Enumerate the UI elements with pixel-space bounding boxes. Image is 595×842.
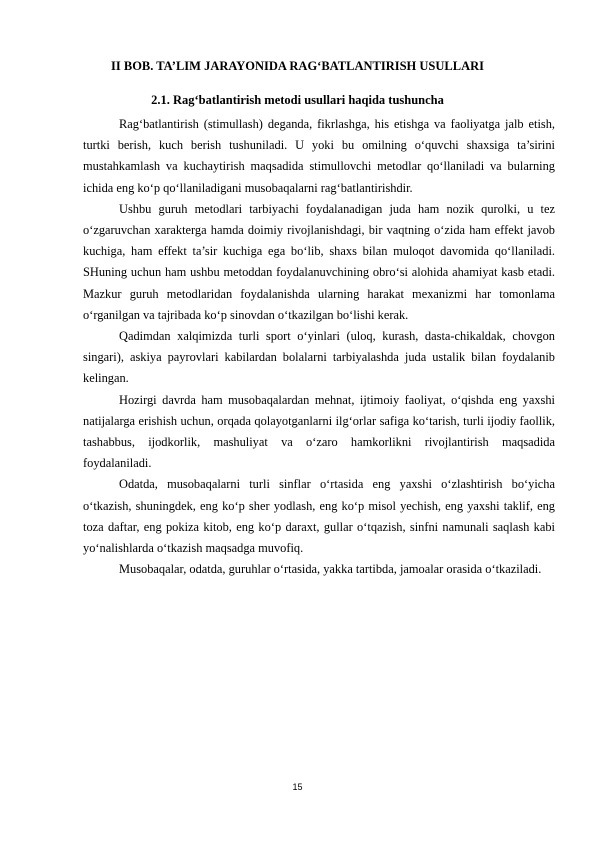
chapter-title: II BOB. TA’LIM JARAYONIDA RAG‘BATLANTIRISH USULLARI — [111, 59, 484, 73]
section-title: 2.1. Rag‘batlantirish metodi usullari haqida tushuncha — [151, 93, 444, 107]
body-text — [83, 114, 555, 580]
paragraph-method-group: Ushbu guruh metodlari tarbiyachi foydalanadigan juda ham nozik qurolki, u tez o‘zgaruvchan xarakterga hamda doimiy rivojlanishdagi, bir vaqtning o‘zida ham effekt javob kuchiga, ham effekt ta’sir kuchiga ega bo‘lib, shaxs bilan muloqot davomida qo‘llaniladi. SHuning uchun ham ushbu metoddan foydalanuvchining obro‘si alohida ahamiyat kasb etadi. Mazkur guruh metodlaridan foydalanishda ularning harakat mexanizmi har tomonlama o‘rganilgan va tajribada ko‘p sinovdan o‘tkazilgan bo‘lishi kerak. — [83, 201, 555, 322]
paragraph-stimulation-definition: Rag‘batlantirish (stimullash) deganda, fikrlashga, his etishga va faoliyatga jalb etish, turtki berish, kuch berish tushuniladi. U yoki bu omilning o‘quvchi shaxsiga ta’sirini mustahkamlash va kuchaytirish maqsadida stimullovchi metodlar qo‘llaniladi va bularning ichida eng ko‘p qo‘llaniladigani musobaqalarni rag‘batlantirishdir. — [83, 117, 555, 195]
paragraph-folk-games: Qadimdan xalqimizda turli sport o‘yinlari (uloq, kurash, dasta-chikaldak, chovgon singari), askiya payrovlari kabilardan bolalarni tarbiyalashda juda ustalik bilan foydalanib kelingan. — [83, 329, 555, 386]
paragraph-modern-competitions: Hozirgi davrda ham musobaqalardan mehnat, ijtimoiy faoliyat, o‘qishda eng yaxshi natijalarga erishish uchun, orqada qolayotganlarni ilg‘orlar safiga ko‘tarish, turli ijodiy faollik, tashabbus, ijodkorlik, mashuliyat va o‘zaro hamkorlikni rivojlantirish maqsadida foydalaniladi. — [83, 392, 555, 471]
page-number: 15 — [292, 782, 303, 792]
paragraph-competition-types: Odatda, musobaqalarni turli sinflar o‘rtasida eng yaxshi o‘zlashtirish bo‘yicha o‘tkazish, shuningdek, eng ko‘p sher yodlash, eng ko‘p misol yechish, eng yaxshi taklif, eng toza daftar, eng pokiza kitob, eng ko‘p daraxt, gullar o‘tqazish, sinfni namunali saqlash kabi yo‘nalishlarda o‘tkazish maqsadga muvofiq. — [83, 477, 555, 556]
paragraph-competition-formats: Musobaqalar, odatda, guruhlar o‘rtasida, yakka tartibda, jamoalar orasida o‘tkaziladi. — [119, 562, 542, 577]
